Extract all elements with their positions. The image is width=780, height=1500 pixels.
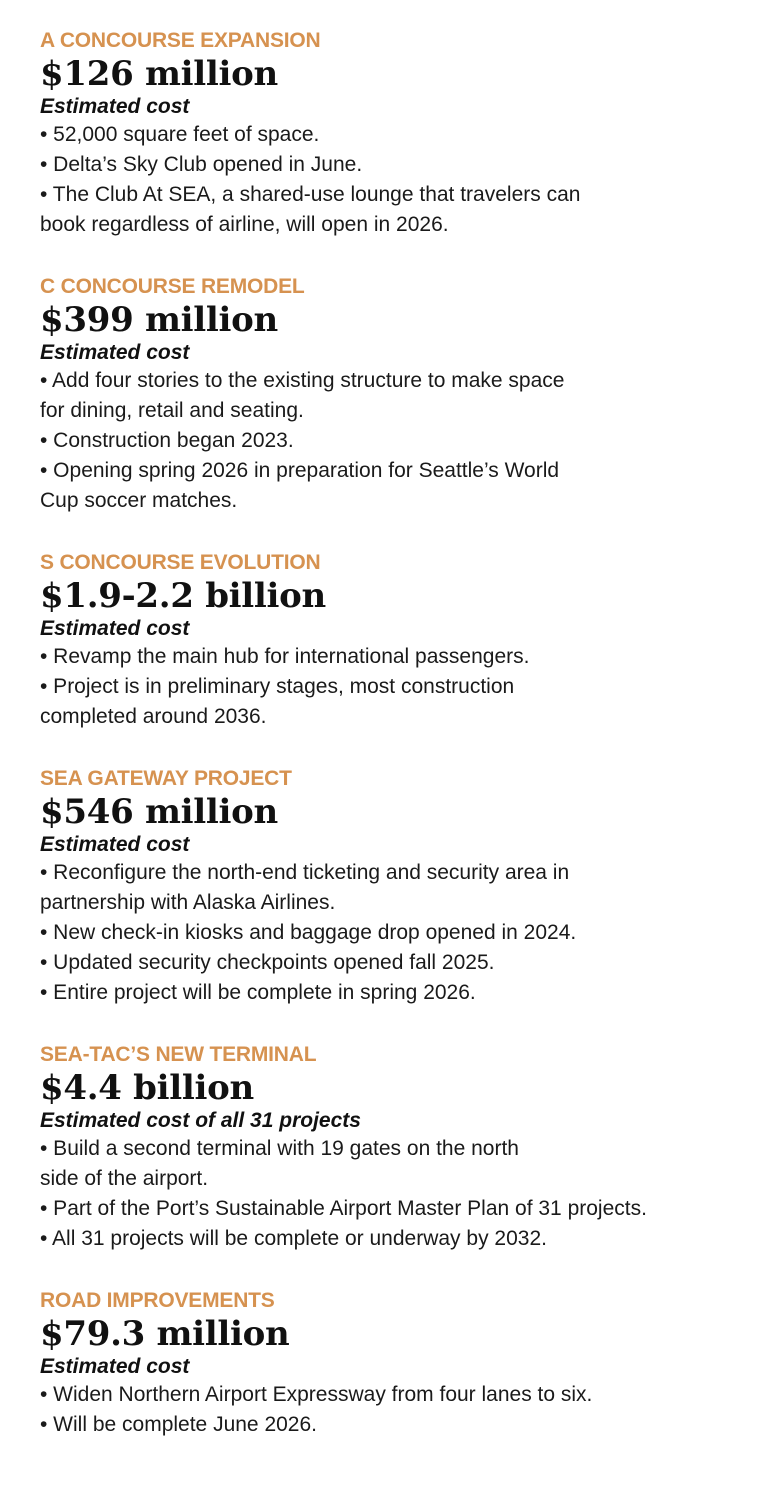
project-sea-gateway bbox=[40, 766, 760, 1008]
detail-item: • Construction began 2023. bbox=[40, 429, 294, 452]
project-cost: $4.4 billion bbox=[40, 1068, 254, 1108]
project-cost: $79.3 million bbox=[40, 1314, 290, 1354]
detail-item: • All 31 projects will be complete or underway by 2032. bbox=[40, 1227, 547, 1250]
detail-item: • Add four stories to the existing structure to make space for dining, retail and seating. bbox=[40, 369, 565, 422]
project-heading: ROAD IMPROVEMENTS bbox=[40, 1289, 275, 1312]
detail-item: • Delta’s Sky Club opened in June. bbox=[40, 153, 363, 176]
detail-item: • Entire project will be complete in spring 2026. bbox=[40, 981, 476, 1004]
cost-label: Estimated cost of all 31 projects bbox=[40, 1109, 361, 1132]
cost-label: Estimated cost bbox=[40, 617, 190, 640]
project-road-improvements bbox=[40, 1288, 760, 1440]
detail-item: • 52,000 square feet of space. bbox=[40, 123, 320, 146]
cost-label: Estimated cost bbox=[40, 1355, 190, 1378]
detail-item: • Widen Northern Airport Expressway from four lanes to six. bbox=[40, 1383, 593, 1406]
project-cost: $1.9-2.2 billion bbox=[40, 576, 326, 616]
detail-item: • Updated security checkpoints opened fall 2025. bbox=[40, 951, 495, 974]
detail-item: • Part of the Port’s Sustainable Airport Master Plan of 31 projects. bbox=[40, 1197, 647, 1220]
detail-item: • Reconfigure the north-end ticketing and security area in partnership with Alaska Airlines. bbox=[40, 861, 570, 914]
project-a-concourse bbox=[40, 28, 760, 240]
detail-item: • Revamp the main hub for international passengers. bbox=[40, 645, 530, 668]
project-cost: $399 million bbox=[40, 300, 278, 340]
project-details bbox=[40, 1134, 760, 1254]
project-details bbox=[40, 858, 760, 1008]
project-heading: S CONCOURSE EVOLUTION bbox=[40, 551, 321, 574]
cost-label: Estimated cost bbox=[40, 833, 190, 856]
project-details bbox=[40, 1380, 760, 1440]
detail-item: • Opening spring 2026 in preparation for Seattle’s World Cup soccer matches. bbox=[40, 459, 560, 512]
detail-item: • The Club At SEA, a shared-use lounge that travelers can book regardless of airline, will open in 2026. bbox=[40, 183, 581, 236]
project-details bbox=[40, 366, 760, 516]
detail-item: • Will be complete June 2026. bbox=[40, 1413, 317, 1436]
project-c-concourse bbox=[40, 274, 760, 516]
project-heading: C CONCOURSE REMODEL bbox=[40, 275, 305, 298]
detail-item: • Project is in preliminary stages, most construction completed around 2036. bbox=[40, 675, 515, 728]
project-heading: SEA-TAC’S NEW TERMINAL bbox=[40, 1043, 317, 1066]
project-heading: SEA GATEWAY PROJECT bbox=[40, 767, 292, 790]
project-list bbox=[40, 28, 760, 1440]
detail-item: • New check-in kiosks and baggage drop opened in 2024. bbox=[40, 921, 577, 944]
project-details bbox=[40, 642, 760, 732]
project-details bbox=[40, 120, 760, 240]
project-cost: $126 million bbox=[40, 54, 278, 94]
detail-item: • Build a second terminal with 19 gates on the north side of the airport. bbox=[40, 1137, 519, 1190]
project-s-concourse bbox=[40, 550, 760, 732]
project-new-terminal bbox=[40, 1042, 760, 1254]
cost-label: Estimated cost bbox=[40, 341, 190, 364]
cost-label: Estimated cost bbox=[40, 95, 190, 118]
project-heading: A CONCOURSE EXPANSION bbox=[40, 29, 321, 52]
project-cost: $546 million bbox=[40, 792, 278, 832]
